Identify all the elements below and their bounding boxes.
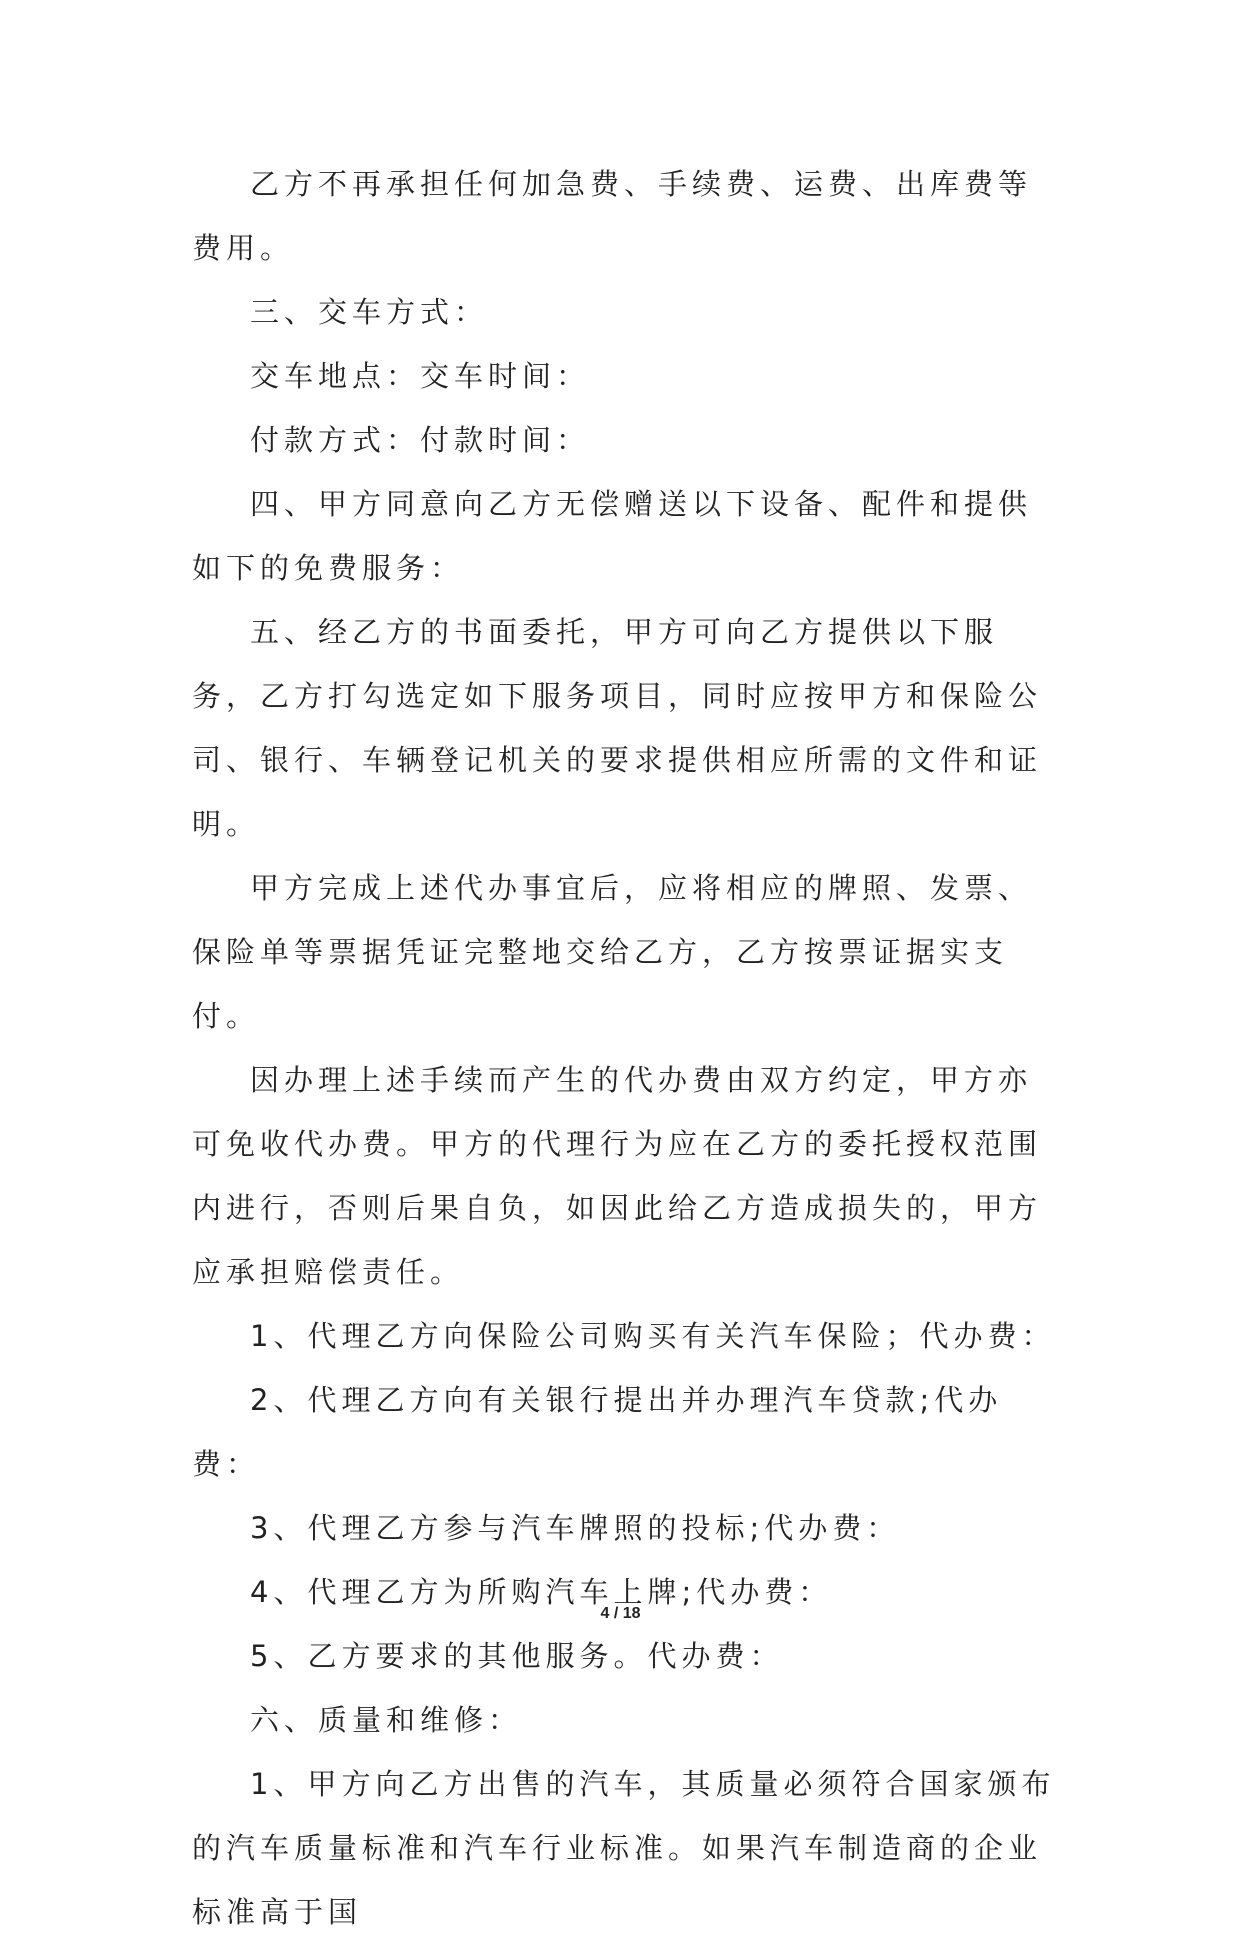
section-heading: 四、甲方同意向乙方无偿赠送以下设备、配件和提供如下的免费服务：: [192, 487, 1033, 585]
page-number: 4 / 18: [600, 1605, 641, 1622]
paragraph: 乙方不再承担任何加急费、手续费、运费、出库费等费用。: [192, 167, 1033, 265]
paragraph: 甲方完成上述代办事宜后，应将相应的牌照、发票、保险单等票据凭证完整地交给乙方，乙方按票证据实支付。: [192, 871, 1033, 1033]
section-heading: 六、质量和维修：: [250, 1703, 523, 1737]
paragraph: 交车地点：交车时间：: [250, 359, 591, 393]
paragraph: 因办理上述手续而产生的代办费由双方约定，甲方亦可免收代办费。甲方的代理行为应在乙方的委托授权范围内进行，否则后果自负，如因此给乙方造成损失的，甲方应承担赔偿责任。: [192, 1063, 1043, 1289]
list-item: 4、代理乙方为所购汽车上牌;代办费：: [250, 1575, 833, 1609]
list-item: 1、代理乙方向保险公司购买有关汽车保险；代办费：: [250, 1319, 1056, 1353]
list-item: 5、乙方要求的其他服务。代办费：: [250, 1639, 784, 1673]
list-item: 3、代理乙方参与汽车牌照的投标;代办费：: [250, 1511, 901, 1545]
list-item: 2、代理乙方向有关银行提出并办理汽车贷款;代办费：: [192, 1383, 1003, 1481]
section-heading: 三、交车方式：: [250, 295, 489, 329]
section-heading: 五、经乙方的书面委托，甲方可向乙方提供以下服务，乙方打勾选定如下服务项目，同时应按甲方和保险公司、银行、车辆登记机关的要求提供相应所需的文件和证明。: [192, 615, 1043, 841]
document-body: [192, 152, 1062, 1944]
list-item: 1、甲方向乙方出售的汽车，其质量必须符合国家颁布的汽车质量标准和汽车行业标准。如果汽车制造商的企业标准高于国: [192, 1767, 1056, 1929]
paragraph: 付款方式：付款时间：: [250, 423, 591, 457]
